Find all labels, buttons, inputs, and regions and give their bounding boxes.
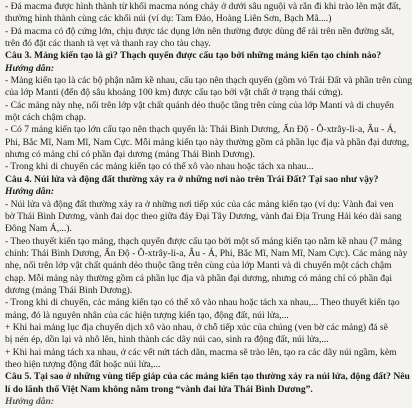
- text-line: theo hiện tượng động đất hoặc núi lửa,...: [5, 358, 161, 370]
- text-line: một cách chậm chạp.: [5, 112, 86, 124]
- guide-label: Hướng dẫn:: [5, 62, 55, 74]
- text-line: nhưng có mảng chỉ có phần đại dương (mảng Thái Bình Dương).: [5, 149, 255, 161]
- guide-label: Hướng dẫn:: [5, 186, 55, 198]
- text-line: bị nén ép, dồn lại và nhô lên, hình thành các dãy núi cao, sinh ra động đất, núi lửa,...: [5, 334, 329, 346]
- text-line: Đông Nam Á,...).: [5, 223, 72, 235]
- text-line: + Khi hai mảng lục địa chuyển dịch xô vào nhau, ở chỗ tiếp xúc của chúng (ven bờ các mảng) đá sẽ: [5, 321, 388, 333]
- text-line: bờ Thái Bình Dương, vành đai dọc theo giữa đáy Đại Tây Dương, vành đai Địa Trung Hải kéo dài sang: [5, 210, 402, 222]
- text-line: chạp. Mỗi mảng này thường gồm cả phần lục địa và phần đại dương, nhưng có mảng chỉ có phần đại: [5, 272, 393, 284]
- text-line: + Khi hai mảng tách xa nhau, ở các vết nứt tách dãn, macma sẽ trào lên, tạo ra các dãy núi ngầm, kèm: [5, 346, 397, 358]
- text-line: Phi, Bắc Mĩ, Nam Mĩ, Nam Cực. Mỗi mảng kiến tạo này thường gồm cả phần lục địa và phần đại dương,: [5, 136, 410, 148]
- text-line: - Có 7 mảng kiến tạo lớn cấu tạo nên thạch quyển là: Thái Bình Dương, Ấn Độ - Ô-xtrây-li-a, Âu - Á,: [5, 124, 397, 136]
- text-line: mảng, đó là nguyên nhân của các hiện tượng kiến tạo, động đất, núi lửa,...: [5, 309, 289, 321]
- text-line: - Trong khi di chuyển các mảng kiến tạo có thể xô vào nhau hoặc tách xa nhau...: [5, 161, 314, 173]
- question-heading: Câu 4. Núi lửa và động đất thường xảy ra ở những nơi nào trên Trái Đất? Tại sao như vậy?: [5, 173, 379, 185]
- question-heading: Câu 5. Tại sao ở những vùng tiếp giáp của các mảng kiến tạo thường xảy ra núi lửa, động đất? Nêu: [5, 371, 410, 383]
- text-line: - Mảng kiến tạo là các bộ phận nằm kề nhau, cấu tạo nên thạch quyển (gồm vỏ Trái Đất và phần trên cùng: [5, 75, 412, 87]
- guide-label: Hướng dẫn:: [5, 396, 55, 407]
- text-line: - Các mảng này nhẹ, nổi trên lớp vật chất quánh dẻo thuộc tầng trên cùng của lớp Manti và di chuyển: [5, 99, 394, 111]
- text-line: của lớp Manti (đến độ sâu khoảng 100 km) được cấu tạo bởi vật chất ở trạng thái cứng).: [5, 87, 343, 99]
- text-line: trên đó đặt các thanh tà vẹt và thanh ray cho tàu chạy.: [5, 38, 211, 50]
- text-line: - Theo thuyết kiến tạo mảng, thạch quyển được cấu tạo bởi một số mảng kiến tạo nằm kề nhau (7 mảng: [5, 235, 402, 247]
- question-heading: Câu 3. Mảng kiến tạo là gì? Thạch quyển được cấu tạo bởi những mảng kiến tạo chính nào?: [5, 50, 382, 62]
- text-line: thường hình thành cùng các khối núi (ví dụ: Tam Đảo, Hoàng Liên Sơn, Bạch Mã....): [5, 13, 332, 25]
- text-line: - Trong khi di chuyển, các mảng kiến tạo có thể xô vào nhau hoặc tách xa nhau,... Theo thuyết kiến tạo: [5, 297, 400, 309]
- text-line: - Núi lửa và động đất thường xảy ra ở những nơi tiếp xúc của các mảng kiến tạo (ví dụ: Vành đai ven: [5, 198, 394, 210]
- question-heading: lí do lãnh thổ Việt Nam không nằm trong “vành đai lửa Thái Bình Dương”.: [5, 383, 313, 395]
- text-line: dương (mảng Thái Bình Dương).: [5, 284, 133, 296]
- text-line: - Đá macma được hình thành từ khối macma nóng chảy ở dưới sâu nguội và rắn đi khi trào lên mặt đất,: [5, 1, 402, 12]
- text-line: nhẹ, nổi trên lớp vật chất quánh dẻo thuộc tầng trên cùng của lớp Manti và di chuyển một cách chậm: [5, 260, 392, 272]
- text-line: chính: Thái Bình Dương, Ấn Độ - Ô-xtrây-li-a, Âu - Á, Phi, Bắc Mĩ, Nam Mĩ, Nam Cực). Các mảng này: [5, 247, 408, 259]
- text-line: - Đá macma có độ cứng lớn, chịu được tác dụng lớn nên thường được dùng để rải trên nền đường sắt,: [5, 25, 395, 37]
